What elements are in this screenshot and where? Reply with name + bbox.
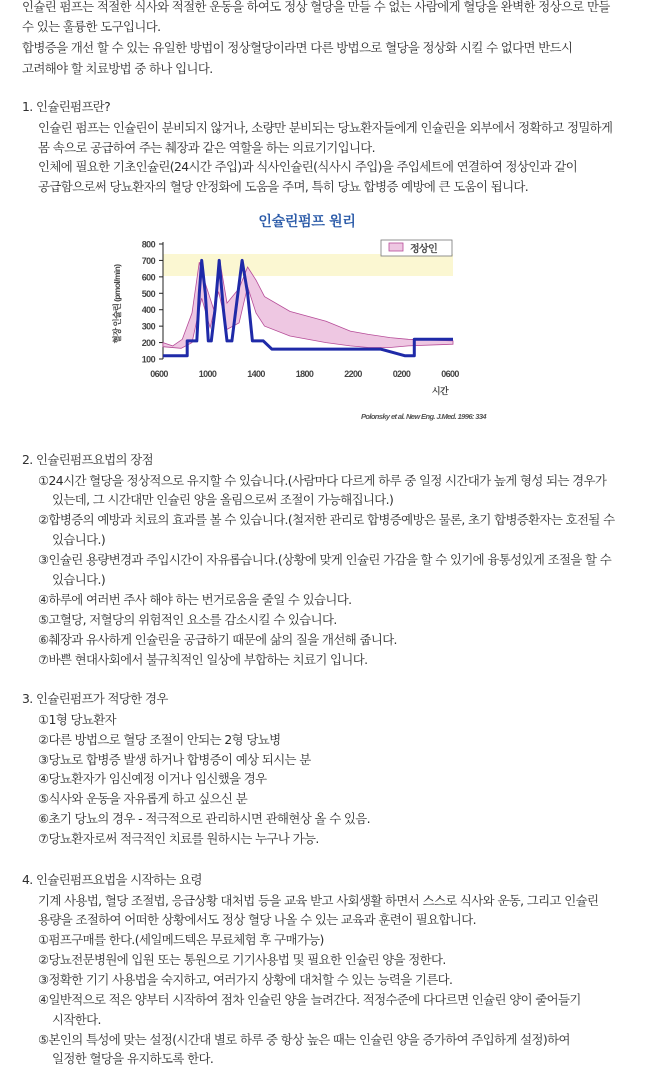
section4-line-3: ①펌프구매를 한다.(세일메드텍은 무료체험 후 구매가능) <box>38 932 324 947</box>
section3-line-6: ⑥초기 당뇨의 경우 - 적극적으로 관리하시면 관해현상 올 수 있음. <box>38 811 370 826</box>
chart-x-axis <box>150 369 459 379</box>
y-tick-label: 700 <box>141 255 155 266</box>
section4-line-8: ⑤본인의 특성에 맞는 설정(시간대 별로 하루 중 항상 높은 때는 인슐린 양을 증가하여 주입하게 설정)하여 <box>38 1032 570 1047</box>
section2-line-4: 있습니다.) <box>52 532 106 547</box>
section4-line-6: ④일반적으로 적은 양부터 시작하여 점차 인슐린 양을 늘려간다. 적정수준에 다다르면 인슐린 양이 줄어들기 <box>38 992 581 1007</box>
section2-line-3: ②합병증의 예방과 치료의 효과를 볼 수 있습니다.(철저한 관리로 합병증예방은 물론, 초기 합병증환자는 호전될 수 <box>38 512 615 527</box>
section2-line-6: 있습니다.) <box>52 572 106 587</box>
intro-line-4: 고려해야 할 치료방법 중 하나 입니다. <box>22 61 213 76</box>
chart-source: Polonsky et al. New Eng. J.Med. 1996: 334 <box>360 412 486 421</box>
y-tick-label: 500 <box>141 288 155 299</box>
x-tick-label: 0600 <box>150 369 168 379</box>
section4-line-9: 일정한 혈당을 유지하도록 한다. <box>52 1051 214 1066</box>
section2-line-5: ③인슐린 용량변경과 주입시간이 자유롭습니다.(상황에 맞게 인슐린 가감을 할 수 있기에 융통성있게 조절을 할 수 <box>38 552 612 567</box>
intro-line-2: 수 있는 훌륭한 도구입니다. <box>22 19 161 34</box>
x-tick-label: 0600 <box>441 369 459 379</box>
chart-xlabel: 시간 <box>431 386 449 396</box>
section3-heading: 3. 인슐린펌프가 적당한 경우 <box>22 691 168 706</box>
x-tick-label: 0200 <box>392 369 411 379</box>
y-tick-label: 400 <box>141 305 155 316</box>
section1-line-2: 몸 속으로 공급하여 주는 췌장과 같은 역할을 하는 의료기기입니다. <box>38 140 376 155</box>
section3-line-5: ⑤식사와 운동을 자유롭게 하고 싶으신 분 <box>38 791 248 806</box>
section1-line-4: 공급함으로써 당뇨환자의 혈당 안정화에 도움을 주며, 특히 당뇨 합병증 예방에 큰 도움이 됩니다. <box>38 179 529 194</box>
y-tick-label: 100 <box>141 354 155 365</box>
section4-line-2: 용량을 조절하여 어떠한 상황에서도 정상 혈당 나올 수 있는 교육과 훈련이 필요합니다. <box>38 912 476 927</box>
chart-highlight-band <box>163 254 453 276</box>
x-tick-label: 2200 <box>344 369 362 379</box>
section2-line-1: ①24시간 혈당을 정상적으로 유지할 수 있습니다.(사람마다 다르게 하루 중 일정 시간대가 높게 형성 되는 경우가 <box>38 473 607 488</box>
section2-line-2: 있는데, 그 시간대만 인슐린 양을 올림으로써 조절이 가능해집니다.) <box>52 492 394 507</box>
legend-label: 정상인 <box>410 244 438 255</box>
section4-line-1: 기계 사용법, 혈당 조절법, 응급상황 대처법 등을 교육 받고 사회생활 하면서 스스로 식사와 운동, 그리고 인슐린 <box>38 893 599 908</box>
section4-line-5: ③정확한 기기 사용법을 숙지하고, 여러가지 상황에 대처할 수 있는 능력을 기른다. <box>38 972 453 987</box>
section1-line-1: 인슐린 펌프는 인슐린이 분비되지 않거나, 소량만 분비되는 당뇨환자들에게 인슐린을 외부에서 정확하고 정밀하게 <box>38 120 613 135</box>
section2-heading: 2. 인슐린펌프요법의 장점 <box>22 452 153 467</box>
section4-heading: 4. 인슐린펌프요법을 시작하는 요령 <box>22 872 202 887</box>
y-tick-label: 600 <box>141 272 155 283</box>
section1-line-3: 인체에 필요한 기초인슐린(24시간 주입)과 식사인슐린(식사시 주입)을 주입세트에 연결하여 정상인과 같이 <box>38 159 578 174</box>
section4-line-7: 시작한다. <box>52 1012 101 1027</box>
chart-title: 인슐린펌프 원리 <box>258 214 356 230</box>
section3-line-4: ④당뇨환자가 임신예정 이거나 임신했을 경우 <box>38 771 267 786</box>
section3-line-3: ③당뇨로 합병증 발생 하거나 합병증이 예상 되시는 분 <box>38 752 311 767</box>
chart-y-axis <box>142 240 163 365</box>
section3-line-2: ②다른 방법으로 혈당 조절이 안되는 2형 당뇨병 <box>38 732 281 747</box>
x-tick-label: 1000 <box>198 369 217 379</box>
section2-line-10: ⑦바쁜 현대사회에서 불규칙적인 일상에 부합하는 치료기 입니다. <box>38 652 368 667</box>
section3-line-1: ①1형 당뇨환자 <box>38 712 116 727</box>
intro-line-1: 인슐린 펌프는 적절한 식사와 적절한 운동을 하여도 정상 혈당을 만들 수 없는 사람에게 혈당을 완벽한 정상으로 만들 <box>22 0 610 14</box>
section2-line-8: ⑤고혈당, 저혈당의 위험적인 요소를 감소시킬 수 있습니다. <box>38 612 337 627</box>
y-tick-label: 200 <box>141 338 155 349</box>
y-tick-label: 300 <box>141 321 155 332</box>
x-tick-label: 1400 <box>247 369 265 379</box>
section2-line-9: ⑥췌장과 유사하게 인슐린을 공급하기 때문에 삶의 질을 개선해 줍니다. <box>38 632 397 647</box>
chart-ylabel: 혈장 인슐린 (pmol/min) <box>112 264 122 344</box>
intro-line-3: 합병증을 개선 할 수 있는 유일한 방법이 정상혈당이라면 다른 방법으로 혈당을 정상화 시킬 수 없다면 반드시 <box>22 40 573 55</box>
section3-line-7: ⑦당뇨환자로써 적극적인 치료를 원하시는 누구나 가능. <box>38 831 319 846</box>
section1-heading: 1. 인슐린펌프란? <box>22 99 111 114</box>
legend-swatch <box>389 243 403 251</box>
x-tick-label: 1800 <box>295 369 314 379</box>
section4-line-4: ②당뇨전문병원에 입원 또는 통원으로 기기사용법 및 필요한 인슐린 양을 정한다. <box>38 952 446 967</box>
y-tick-label: 800 <box>141 239 155 250</box>
insulin-pump-chart <box>0 232 664 432</box>
section2-line-7: ④하루에 여러번 주사 해야 하는 번거로움을 줄일 수 있습니다. <box>38 592 352 607</box>
